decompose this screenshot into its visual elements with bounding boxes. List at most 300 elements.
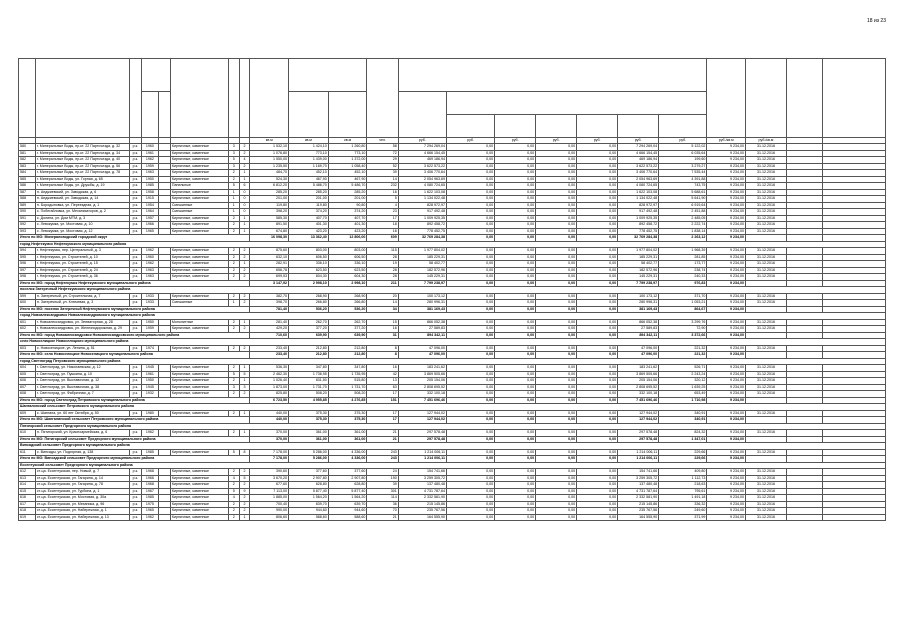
unit-people: чел.	[367, 138, 398, 144]
table-cell: 917 492,48	[618, 209, 659, 216]
table-cell: 892 458,72	[398, 222, 446, 229]
table-cell: 281,85	[659, 254, 707, 261]
table-cell: 361,00	[289, 436, 329, 443]
table-cell: 212,80	[328, 352, 367, 359]
table-cell: 31.12.2016	[745, 274, 786, 281]
table-cell: 63	[367, 384, 398, 391]
table-cell: 9 234,00	[707, 488, 746, 495]
table-cell: 1 550,00	[250, 157, 289, 164]
table-cell: п. Бородыновка, ул. Переездная, д. 1	[35, 202, 129, 209]
table-cell: 0,00	[446, 352, 494, 359]
table-cell: 233,40	[250, 345, 289, 352]
table-cell: 2 808 695,52	[398, 384, 446, 391]
table-cell: 581	[19, 150, 36, 157]
table-cell: 31.12.2016	[745, 202, 786, 209]
table-cell: 2	[228, 319, 239, 326]
table-cell: р.к.	[129, 430, 141, 437]
table-cell: 0,00	[536, 228, 577, 235]
table-cell: 605	[19, 371, 36, 378]
table-cell: 5	[228, 488, 239, 495]
table-cell: 0,00	[577, 332, 618, 339]
table-cell: 656,78	[250, 267, 289, 274]
table-cell: 0,00	[577, 456, 618, 463]
table-cell: р.к.	[129, 482, 141, 489]
table-cell: 3	[239, 384, 250, 391]
table-cell: 1933	[141, 293, 158, 300]
table-cell: 1968	[141, 469, 158, 476]
table-cell: 9 234,00	[707, 345, 746, 352]
table-cell: 7 451 696,46	[618, 397, 659, 404]
table-cell: 407,70	[328, 215, 367, 222]
table-cell: 0,00	[446, 482, 494, 489]
table-cell: 0,00	[536, 254, 577, 261]
table-cell: 0,00	[495, 430, 536, 437]
table-cell: 17	[367, 417, 398, 424]
table-cell: 6 812,20	[250, 183, 289, 190]
table-cell: 212,80	[289, 352, 329, 359]
table-cell: р.к.	[129, 183, 141, 190]
table-cell: 17	[367, 215, 398, 222]
table-cell: 2 485,05	[659, 215, 707, 222]
table-cell: 0,00	[536, 417, 577, 424]
table-cell: 866 052,38	[618, 319, 659, 326]
table-cell: 894 342,11	[618, 332, 659, 339]
table-cell: 710,60	[250, 332, 289, 339]
table-cell: 613	[19, 475, 36, 482]
table-cell: 31.12.2016	[745, 319, 786, 326]
table-cell: 632,10	[250, 254, 289, 261]
table-cell: 0,00	[577, 293, 618, 300]
table-cell: г. Минеральные Воды, ул. Горная, д. 65	[35, 176, 129, 183]
table-cell: 3 279,27	[659, 163, 707, 170]
table-cell: 21	[367, 514, 398, 521]
unit-area-2: кв.м	[289, 138, 329, 144]
table-cell: 4 080 724,65	[618, 183, 659, 190]
table-cell: 1 235,50	[250, 163, 289, 170]
table-cell: 580	[19, 144, 36, 151]
table-cell: 0,00	[577, 150, 618, 157]
table-cell: 31.12.2016	[745, 183, 786, 190]
table-cell: 1 424,10	[289, 144, 329, 151]
table-cell: 8	[239, 449, 250, 456]
table-cell: 2	[239, 300, 250, 307]
table-cell: 2	[239, 508, 250, 515]
table-cell: 401,30	[328, 222, 367, 229]
table-cell: ст-ца. Ессентукская, ул. Набережная, д. 13	[35, 514, 129, 521]
header-last-repair	[158, 92, 170, 138]
table-cell: 0,00	[446, 514, 494, 521]
table-cell: 28	[367, 254, 398, 261]
table-cell: 0,00	[577, 274, 618, 281]
header-year	[141, 59, 170, 92]
table-cell: 58 402,77	[398, 261, 446, 268]
table-cell: Кирпичные, каменные	[170, 144, 228, 151]
table-cell: 31.12.2016	[745, 293, 786, 300]
table-cell: 31.12.2016	[745, 157, 786, 164]
unit-rub-m2-1: руб./кв.м	[707, 138, 746, 144]
table-cell: 9 234,00	[707, 475, 746, 482]
table-cell: 2	[228, 215, 239, 222]
table-cell: 0,00	[577, 300, 618, 307]
table-cell: 2	[239, 391, 250, 398]
table-cell: 1 885,00	[250, 495, 289, 502]
table-cell: 1980	[141, 410, 158, 417]
table-cell: 2	[228, 378, 239, 385]
table-cell: 3 259 305,72	[398, 475, 446, 482]
table-cell: 1 134 022,48	[618, 196, 659, 203]
table-cell: 619	[19, 514, 36, 521]
table-cell: 2 907,80	[289, 475, 329, 482]
table-cell: 1985	[141, 495, 158, 502]
table-cell: 1	[239, 228, 250, 235]
unit-rub-3: руб.	[495, 138, 536, 144]
table-cell: 2 998,10	[328, 280, 367, 287]
section-title: поселок Затеречный Нефтекумского муниципального района	[19, 287, 886, 294]
table-cell: 16	[367, 228, 398, 235]
table-cell: 361,00	[289, 430, 329, 437]
table-cell: 1957	[141, 215, 158, 222]
table-cell: 221,32	[659, 345, 707, 352]
table-cell: 0,00	[446, 475, 494, 482]
table-cell: 4	[239, 157, 250, 164]
table-cell: 508,20	[289, 391, 329, 398]
table-cell: 5 286,00	[289, 449, 329, 456]
table-cell: 1962	[141, 248, 158, 255]
table-cell: 262,70	[289, 319, 329, 326]
table-cell: 1 009 925,35	[398, 215, 446, 222]
table-cell: 0,00	[495, 248, 536, 255]
table-cell: р.к.	[129, 202, 141, 209]
table-cell: 9 234,00	[707, 274, 746, 281]
table-cell: 617	[19, 501, 36, 508]
table-cell: 524,30	[250, 176, 289, 183]
table-cell: 119,80	[289, 202, 329, 209]
table-cell: 0,00	[536, 410, 577, 417]
table-cell: 469 186,94	[618, 157, 659, 164]
table-cell: Кирпичные, каменные	[170, 371, 228, 378]
unit-rub-2: руб.	[446, 138, 494, 144]
table-cell: 235 767,56	[398, 508, 446, 515]
table-cell: 211	[367, 280, 398, 287]
table-cell: 0,00	[495, 326, 536, 333]
table-cell: 9 234,00	[707, 163, 746, 170]
table-cell: 0,00	[577, 319, 618, 326]
table-cell: 398,70	[250, 300, 289, 307]
table-cell: 9 234,00	[707, 215, 746, 222]
table-cell: 297 578,48	[618, 436, 659, 443]
table-cell: 409,80	[659, 469, 707, 476]
header-address	[35, 59, 129, 138]
table-cell: Кирпичные, каменные	[170, 189, 228, 196]
table-cell: 297 578,48	[398, 430, 446, 437]
table-cell: 375,30	[328, 410, 367, 417]
table-cell: 0,00	[536, 235, 577, 242]
table-cell: 0,00	[536, 183, 577, 190]
table-cell: Панельные	[170, 183, 228, 190]
table-cell: 17	[367, 410, 398, 417]
table-cell: 593	[19, 228, 36, 235]
table-cell: 0,00	[577, 248, 618, 255]
table-cell: 127 944,02	[398, 417, 446, 424]
table-cell: 137 480,48	[398, 482, 446, 489]
table-cell: 2	[239, 254, 250, 261]
table-cell: 2	[228, 410, 239, 417]
table-cell: 0	[239, 196, 250, 203]
table-cell: 24	[367, 469, 398, 476]
table-cell: 173,77	[659, 261, 707, 268]
table-cell: 781,40	[250, 306, 289, 313]
table-cell: 6 919,64	[659, 202, 707, 209]
table-cell: 0,00	[536, 170, 577, 177]
table-cell: Кирпичные, каменные	[170, 508, 228, 515]
table-cell: 1932	[141, 391, 158, 398]
unit-rub-5: руб.	[577, 138, 618, 144]
table-cell: 1963	[141, 170, 158, 177]
table-cell: 0,00	[495, 280, 536, 287]
table-cell: 3	[228, 144, 239, 151]
table-cell: г. Нефтекумск, пер. Центральный, д. 3	[35, 248, 129, 255]
table-cell: 31.12.2016	[745, 267, 786, 274]
table-cell: 1 622 103,08	[618, 189, 659, 196]
table-cell: п. Анджиевский, ул. Заводская, д. 6	[35, 189, 129, 196]
table-cell: 0,00	[536, 378, 577, 385]
table-cell: 285,20	[289, 189, 329, 196]
table-cell: 0,00	[495, 488, 536, 495]
table-cell: 320,12	[659, 378, 707, 385]
table-cell: 0,00	[446, 449, 494, 456]
table-cell: 151	[367, 397, 398, 404]
table-cell: 2	[228, 293, 239, 300]
table-cell: 1963	[141, 274, 158, 281]
table-cell: Кирпичные, каменные	[170, 469, 228, 476]
table-cell: 0,00	[577, 475, 618, 482]
table-cell: 201,00	[289, 196, 329, 203]
header-floors	[228, 59, 239, 138]
table-cell: Смешанные	[170, 209, 228, 216]
table-cell: 0,00	[446, 488, 494, 495]
header-commissioning	[141, 92, 158, 138]
table-cell: 1	[239, 514, 250, 521]
table-cell: 9 234,00	[707, 183, 746, 190]
table-cell: 240,33	[659, 274, 707, 281]
table-cell: 39	[367, 482, 398, 489]
table-cell: 280 996,31	[618, 300, 659, 307]
table-cell: 1965	[141, 228, 158, 235]
table-cell: 381 169,43	[618, 306, 659, 313]
table-cell: 0,00	[495, 391, 536, 398]
table-cell: 5	[367, 196, 398, 203]
table-cell: 606,50	[328, 254, 367, 261]
table-cell: 0,00	[536, 306, 577, 313]
header-premises-area	[289, 59, 367, 92]
table-cell: 398,20	[250, 209, 289, 216]
table-cell: р.к.	[129, 293, 141, 300]
table-cell: р.к.	[129, 326, 141, 333]
table-cell: 4 336,00	[328, 456, 367, 463]
subtotal-label: Итого по МО: город Нефтекумск Нефтекумского муниципального района	[19, 280, 250, 287]
table-cell: ст-ца. Ессентукская, ул. Механика, д. 96	[35, 501, 129, 508]
table-cell: 2 222,74	[659, 222, 707, 229]
table-cell: 1963	[141, 267, 158, 274]
table-cell: 154 741,66	[618, 469, 659, 476]
table-cell: 31.12.2016	[745, 222, 786, 229]
table-cell: 280 996,31	[398, 300, 446, 307]
table-cell: 1 053,21	[659, 300, 707, 307]
table-cell: 0,00	[577, 352, 618, 359]
table-cell: 0,00	[495, 319, 536, 326]
table-cell: 3	[228, 163, 239, 170]
header-residents	[367, 59, 398, 138]
table-cell: 5	[228, 183, 239, 190]
table-cell: 536,20	[328, 306, 367, 313]
table-cell: 31.12.2016	[745, 378, 786, 385]
table-cell: 9 234,00	[707, 170, 746, 177]
table-cell: 390,60	[250, 469, 289, 476]
table-cell: 31.12.2016	[745, 209, 786, 216]
table-cell: 0,00	[577, 228, 618, 235]
table-cell: 9 234,00	[707, 378, 746, 385]
table-cell: 375,30	[289, 410, 329, 417]
table-cell: 9 234,00	[707, 352, 746, 359]
table-cell: 2	[228, 345, 239, 352]
table-cell: 0,00	[495, 501, 536, 508]
table-cell: 0,00	[536, 345, 577, 352]
table-cell: г. Нефтекумск, ул. Строителей, д. 15	[35, 261, 129, 268]
table-cell: 3 147,92	[250, 280, 289, 287]
table-cell: 347,80	[328, 365, 367, 372]
header-owners	[618, 115, 659, 138]
table-cell: 31.12.2016	[745, 176, 786, 183]
table-cell: 0,00	[536, 371, 577, 378]
table-cell: 31.12.2016	[745, 228, 786, 235]
table-cell: с. Левокумка, ул. Мостовая, д. 12	[35, 228, 129, 235]
table-cell: 9 234,00	[707, 436, 746, 443]
table-cell: 1 710,98	[659, 397, 707, 404]
table-cell: 2	[228, 501, 239, 508]
table-cell: 1 838,14	[659, 228, 707, 235]
table-cell: 1	[239, 176, 250, 183]
table-cell: 0,00	[446, 501, 494, 508]
table-cell: 0,00	[446, 371, 494, 378]
table-cell: 3 372,66	[659, 332, 707, 339]
table-cell: 606	[19, 378, 36, 385]
table-cell: 9 234,00	[707, 495, 746, 502]
table-cell: 611	[19, 449, 36, 456]
table-cell: 1974	[141, 345, 158, 352]
table-cell: Кирпичные, каменные	[170, 384, 228, 391]
table-cell: 1 112,73	[659, 475, 707, 482]
table-cell: 0,00	[495, 352, 536, 359]
table-cell: г. Нефтекумск, ул. Строителей, д. 24	[35, 267, 129, 274]
table-cell: 2	[239, 293, 250, 300]
table-cell: 0,00	[446, 319, 494, 326]
table-cell: 583	[19, 163, 36, 170]
table-cell: 1	[228, 189, 239, 196]
table-cell: 5 122,02	[659, 144, 707, 151]
header-blank	[823, 59, 886, 138]
table-cell: 0,00	[536, 430, 577, 437]
table-cell: 0,00	[536, 449, 577, 456]
table-cell: 249,60	[659, 508, 707, 515]
table-cell: 4 731 787,64	[398, 488, 446, 495]
table-cell: 894 342,11	[398, 332, 446, 339]
table-cell: Кирпичные, каменные	[170, 215, 228, 222]
table-cell: 9 234,00	[707, 222, 746, 229]
table-cell: 1954	[141, 202, 158, 209]
table-cell: 0,00	[495, 371, 536, 378]
table-cell: 0,00	[495, 228, 536, 235]
table-cell: 0,00	[446, 248, 494, 255]
table-cell: 1	[228, 300, 239, 307]
table-cell: 467,90	[289, 176, 329, 183]
table-cell: 5	[228, 371, 239, 378]
table-cell: 4 731 787,64	[618, 488, 659, 495]
table-cell: 2	[228, 254, 239, 261]
table-cell: р.к.	[129, 254, 141, 261]
table-cell: 0,00	[577, 391, 618, 398]
table-cell: 6 035,64	[659, 150, 707, 157]
table-cell: 2	[239, 501, 250, 508]
table-cell: Смешанные	[170, 202, 228, 209]
table-cell: 0,00	[536, 293, 577, 300]
table-cell: 828 972,97	[398, 202, 446, 209]
unit-area-1: кв.м	[250, 138, 289, 144]
table-cell: 1962	[141, 514, 158, 521]
table-cell: 0,00	[577, 254, 618, 261]
table-cell: 382,70	[250, 293, 289, 300]
subtotal-label: Итого по МО: поселок Затеречный Нефтекумского муниципального района	[19, 306, 250, 313]
table-cell: с. Новоселицкое, ул. Ленина, д. 51	[35, 345, 129, 352]
table-cell: 1 532,10	[250, 144, 289, 151]
table-cell: 0,00	[577, 215, 618, 222]
section-title: город Нефтекумск Нефтекумского муниципального района	[19, 241, 886, 248]
table-cell: 700,40	[250, 501, 289, 508]
table-cell: 31.12.2016	[745, 144, 786, 151]
table-cell: 32 769 284,38	[618, 235, 659, 242]
table-cell: р.к.	[129, 274, 141, 281]
table-cell: 375,30	[328, 417, 367, 424]
table-cell: 0,00	[577, 482, 618, 489]
table-cell: Кирпичные, каменные	[170, 495, 228, 502]
table-cell: 31.12.2016	[745, 391, 786, 398]
table-cell: 119,80	[250, 202, 289, 209]
table-cell: г. Новоалександровск, ул. Элеваторная, д. 28	[35, 319, 129, 326]
table-cell: 588,60	[328, 514, 367, 521]
table-cell: 0,00	[577, 508, 618, 515]
table-cell: 1966	[141, 475, 158, 482]
table-cell: 599	[19, 293, 36, 300]
table-cell: 584	[19, 170, 36, 177]
table-cell: 1960	[141, 144, 158, 151]
table-cell: 2	[239, 163, 250, 170]
table-cell: 3 670,20	[250, 475, 289, 482]
table-cell: 2	[239, 495, 250, 502]
table-cell: 0,00	[577, 209, 618, 216]
header-fed	[495, 115, 536, 138]
table-cell: 4 080 724,65	[398, 183, 446, 190]
table-cell: 2	[239, 482, 250, 489]
table-cell: 9 234,00	[707, 157, 746, 164]
table-cell: 13	[367, 378, 398, 385]
table-cell: г. Светлоград, ул. Выставочная, д. 38	[35, 384, 129, 391]
table-cell: ст-ца. Ессентукская, ул. Гагарина, д. 14	[35, 475, 129, 482]
table-cell: 9 234,00	[707, 150, 746, 157]
table-cell: 9 234,00	[707, 261, 746, 268]
table-cell: 31.12.2016	[745, 410, 786, 417]
table-cell: 16 098,30	[250, 235, 289, 242]
table-cell: 9 234,00	[707, 449, 746, 456]
table-cell: 0,00	[536, 469, 577, 476]
